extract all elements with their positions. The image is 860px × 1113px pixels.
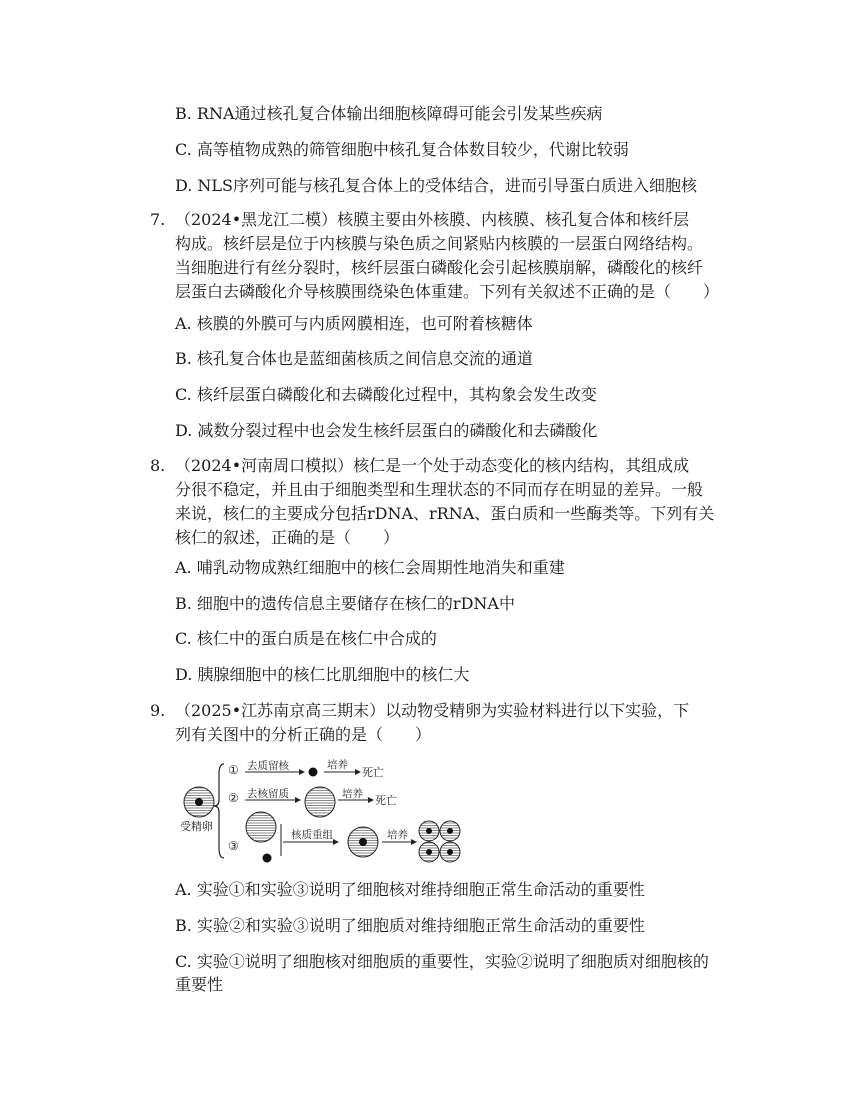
branch-3-marker: ③ [228,839,239,853]
q8-stem-line-3: 来说，核仁的主要成分包括rDNA、rRNA、蛋白质和一些酶类等。下列有关 [175,504,715,523]
q9-stem-line-2: 列有关图中的分析正确的是（ ） [175,725,432,744]
q7-stem-line-3: 当细胞进行有丝分裂时，核纤层蛋白磷酸化会引起核膜崩解，磷酸化的核纤 [175,258,704,277]
enucleated-cell [305,787,335,817]
q6-option-c: C. 高等植物成熟的筛管细胞中核孔复合体数目较少，代谢比较弱 [175,140,629,159]
result-death-2: 死亡 [375,794,397,807]
q8-number: 8. [150,456,166,475]
step-remove-nucleus: 去核留质 [247,788,289,800]
cytoplasm-part [246,812,276,842]
result-death-1: 死亡 [362,766,384,779]
q8-option-d: D. 胰腺细胞中的核仁比肌细胞中的核仁大 [175,665,470,684]
recombined-cell [348,827,378,857]
q7-option-c: C. 核纤层蛋白磷酸化和去磷酸化过程中，其构象会发生改变 [175,385,597,404]
q8-stem-line-4: 核仁的叙述，正确的是（ ） [175,528,400,547]
q7-stem-line-2: 构成。核纤层是位于内核膜与染色质之间紧贴内核膜的一层蛋白网络结构。 [175,234,704,253]
q9-option-c: C. 实验①说明了细胞核对细胞质的重要性，实验②说明了细胞质对细胞核的 [175,952,709,971]
q9-option-b: B. 实验②和实验③说明了细胞质对维持细胞正常生命活动的重要性 [175,916,645,935]
q6-option-b: B. RNA通过核孔复合体输出细胞核障碍可能会引发某些疾病 [175,104,603,123]
experiment-diagram [170,752,470,870]
branch-1-marker: ① [228,763,239,777]
q9-option-a: A. 实验①和实验③说明了细胞核对维持细胞正常生命活动的重要性 [175,880,645,899]
brace [214,764,224,858]
q7-option-b: B. 核孔复合体也是蓝细菌核质之间信息交流的通道 [175,349,533,368]
fertilized-egg-label: 受精卵 [180,820,213,833]
isolated-nucleus [309,768,318,777]
q7-number: 7. [150,210,166,229]
fertilized-egg [184,787,214,817]
q6-option-d: D. NLS序列可能与核孔复合体上的受体结合，进而引导蛋白质进入细胞核 [175,176,698,195]
q8-option-a: A. 哺乳动物成熟红细胞中的核仁会周期性地消失和重建 [175,558,565,577]
q8-option-c: C. 核仁中的蛋白质是在核仁中合成的 [175,629,437,648]
q7-option-a: A. 核膜的外膜可与内质网膜相连，也可附着核糖体 [175,314,533,333]
step-remove-cytoplasm: 去质留核 [247,760,289,772]
branch-2-marker: ② [228,791,239,805]
q8-stem-line-2: 分很不稳定，并且由于细胞类型和生理状态的不同而存在明显的差异。一般 [175,480,704,499]
step-recombine: 核质重组 [291,829,333,841]
q9-option-c-continued: 重要性 [175,975,224,994]
nucleus-part [263,854,272,863]
dividing-cells [419,821,460,862]
q7-stem-line-1: （2024•黑龙江二模）核膜主要由外核膜、内核膜、核孔复合体和核纤层 [175,210,690,229]
q7-stem-line-4: 层蛋白去磷酸化介导核膜围绕染色体重建。下列有关叙述不正确的是（ ） [175,282,720,301]
q9-number: 9. [150,701,166,720]
q8-stem-line-1: （2024•河南周口模拟）核仁是一个处于动态变化的核内结构，其组成成 [175,456,690,475]
q8-option-b: B. 细胞中的遗传信息主要储存在核仁的rDNA中 [175,594,515,613]
culture-label-1: 培养 [327,759,348,771]
q7-option-d: D. 减数分裂过程中也会发生核纤层蛋白的磷酸化和去磷酸化 [175,421,598,440]
q9-stem-line-1: （2025•江苏南京高三期末）以动物受精卵为实验材料进行以下实验，下 [175,701,690,720]
culture-label-3: 培养 [387,829,408,841]
culture-label-2: 培养 [342,788,363,800]
